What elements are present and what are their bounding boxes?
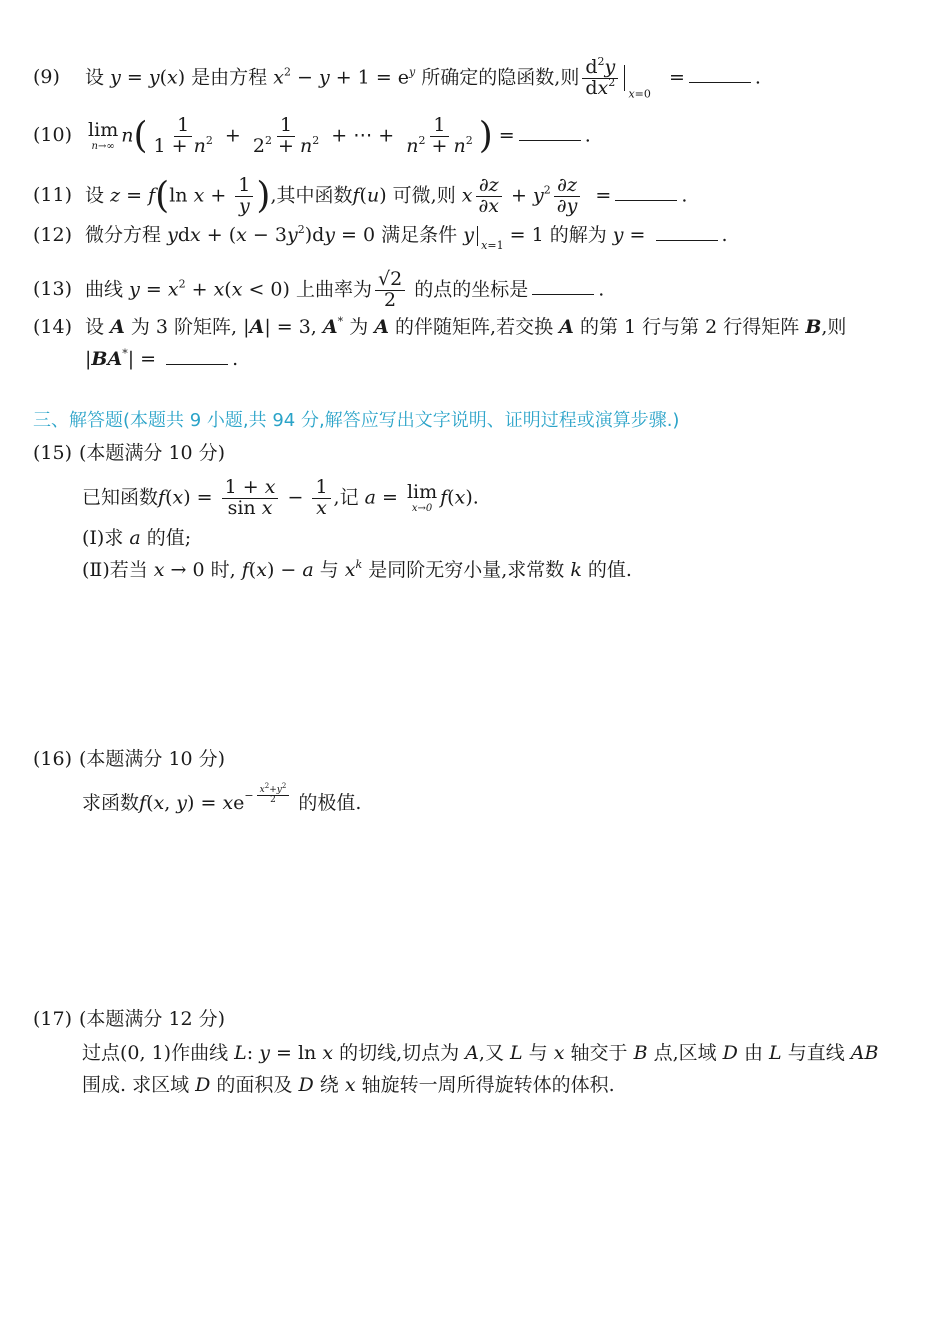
limit: lim n→∞ — [88, 118, 119, 152]
question-11: (11) 设 z = f(ln x + $\frac{1}{y}$ ),其中函数f(u) 可微,则 x $\frac{\partial z}{\partial x}$ + $y^2$ $\frac{\partial z}{\partial y}$ = . — [33, 174, 688, 217]
question-number: (11) — [33, 184, 73, 207]
question-16-body: 求函数f(x, $y) = xe^{- \frac{x^2+y^2}{2}}$ 的极值. — [82, 782, 362, 814]
question-number: (13) — [33, 278, 73, 301]
question-17-header: (17) (本题满分 12 分) — [33, 1008, 226, 1030]
question-15-body: 已知函数f(x) = $\frac{1 + x}{\text{sin x}}$ − $\frac{1}{x}$ ,记 a = lim x→0 f(x). — [82, 476, 479, 519]
answer-blank — [532, 292, 594, 295]
question-17-line2: 围成. 求区域 D 的面积及 D 绕 x 轴旋转一周所得旋转体的体积. — [82, 1074, 615, 1096]
question-10: (10) lim n→∞ n( $\frac{1}{1 + n^2}$ + $\frac{1}{2^2 + n^2}$ + ⋯ + $\frac{1}{n^2 + n^2}$ ) = . — [33, 114, 591, 157]
question-17-line1: 过点(0, 1)作曲线 L: y = ln x 的切线,切点为 A,又 L 与 x 轴交于 B 点,区域 D 由 L 与直线 AB — [82, 1042, 879, 1064]
section-title: 三、解答题(本题共 9 小题,共 94 分,解答应写出文字说明、证明过程或演算步骤.) — [33, 410, 680, 431]
answer-blank — [689, 80, 751, 83]
question-14-cont: |BA*| = . — [85, 347, 239, 370]
question-number: (9) — [33, 66, 60, 89]
answer-blank — [615, 198, 677, 201]
fraction: $\frac{d^2y}{dx^2}$ — [582, 58, 618, 99]
answer-blank — [656, 238, 718, 241]
question-number: (10) — [33, 124, 73, 147]
text: 设 — [85, 66, 105, 89]
question-15-part2: (Ⅱ)若当 x → 0 时, f(x) − a 与 $x^k$ 是同阶无穷小量,求常数 k 的值. — [82, 558, 632, 581]
question-9: (9) 设 y = y(x) 是由方程 $x^2 - y + 1 = e^y$ 所确定的隐函数,则 $\frac{d^2y}{dx^2}$ $_{x=0}$ = . — [33, 55, 761, 101]
answer-blank — [519, 138, 581, 141]
answer-blank — [166, 362, 228, 365]
question-14: (14) 设 A 为 3 阶矩阵, |A| = 3, A* 为 A 的伴随矩阵,若交换 A 的第 1 行与第 2 行得矩阵 B,则 — [33, 315, 847, 338]
question-15-header: (15) (本题满分 10 分) — [33, 442, 226, 464]
question-15-part1: (Ⅰ)求 a 的值; — [82, 527, 192, 549]
question-13: (13) 曲线 $y = x^2 + x(x < 0)$ 上曲率为 $\frac{√2}{2}$ 的点的坐标是 . — [33, 268, 605, 311]
question-number: (12) — [33, 224, 73, 246]
question-16-header: (16) (本题满分 10 分) — [33, 748, 226, 770]
text: 所确定的隐函数,则 — [421, 66, 580, 89]
question-number: (14) — [33, 316, 73, 338]
text: 是由方程 — [191, 66, 268, 89]
question-12: (12) 微分方程 ydx + $(x - 3y^2)dy = 0$ 满足条件 y $_{x=1}$ = 1 的解为 y = . — [33, 223, 728, 252]
